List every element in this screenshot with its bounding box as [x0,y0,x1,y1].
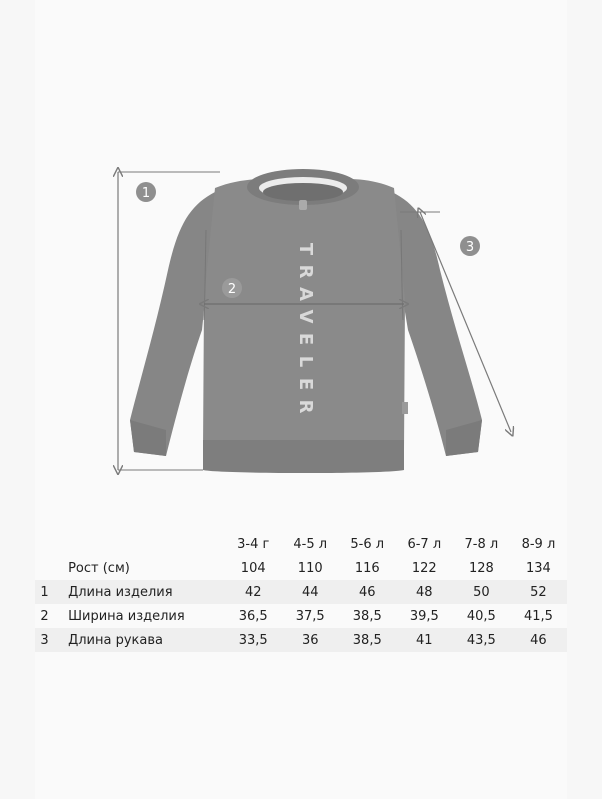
row-label: Ширина изделия [68,608,185,624]
row-index: 1 [35,580,54,604]
table-cell: 40,5 [466,608,496,624]
size-chart-table [35,532,567,652]
brand-letter: R [295,264,316,279]
svg-text:3: 3 [465,240,475,255]
table-cell: 46 [339,580,396,604]
table-cell: 38,5 [352,608,382,624]
table-cell: 41 [396,628,453,652]
row-label: Длина рукава [54,628,225,652]
brand-letter: E [295,377,316,391]
size-header-row [35,532,567,556]
brand-letter: R [295,399,316,414]
table-cell: 36,5 [238,608,268,624]
table-cell: 134 [526,560,551,576]
table-cell: 48 [396,580,453,604]
svg-text:1: 1 [141,186,151,201]
marker-3 [460,236,480,256]
marker-2 [222,278,242,298]
brand-letter: A [295,287,316,301]
table-cell: 122 [411,560,437,576]
brand-letter: T [295,242,316,256]
table-cell: 33,5 [225,628,282,652]
table-cell: 41,5 [523,608,553,624]
table-row [35,580,567,604]
marker-1 [136,182,156,202]
table-cell: 128 [468,560,494,576]
table-row [35,628,567,652]
row-index [35,556,54,580]
table-cell: 37,5 [295,608,325,624]
row-label: Рост (см) [68,560,130,576]
table-cell: 46 [510,628,567,652]
table-cell: 52 [510,580,567,604]
row-index: 2 [40,608,49,624]
size-header: 6-7 л [407,536,442,552]
table-row [35,604,567,628]
table-cell: 42 [225,580,282,604]
table-cell: 104 [240,560,266,576]
table-cell: 110 [297,560,323,576]
table-cell: 116 [354,560,380,576]
table-cell: 39,5 [409,608,439,624]
table-cell: 36 [282,628,339,652]
table-cell: 50 [453,580,510,604]
brand-letter: E [295,332,316,346]
table-cell: 43,5 [453,628,510,652]
brand-letter: L [295,355,316,368]
table-cell: 44 [282,580,339,604]
size-header: 5-6 л [350,536,385,552]
size-header: 4-5 л [293,536,328,552]
brand-letter: V [295,309,316,324]
size-header: 3-4 г [237,536,270,552]
row-index: 3 [35,628,54,652]
table-cell: 38,5 [339,628,396,652]
row-label: Длина изделия [54,580,225,604]
svg-text:2: 2 [227,282,237,297]
size-header: 8-9 л [521,536,556,552]
size-header: 7-8 л [464,536,499,552]
table-row [35,556,567,580]
